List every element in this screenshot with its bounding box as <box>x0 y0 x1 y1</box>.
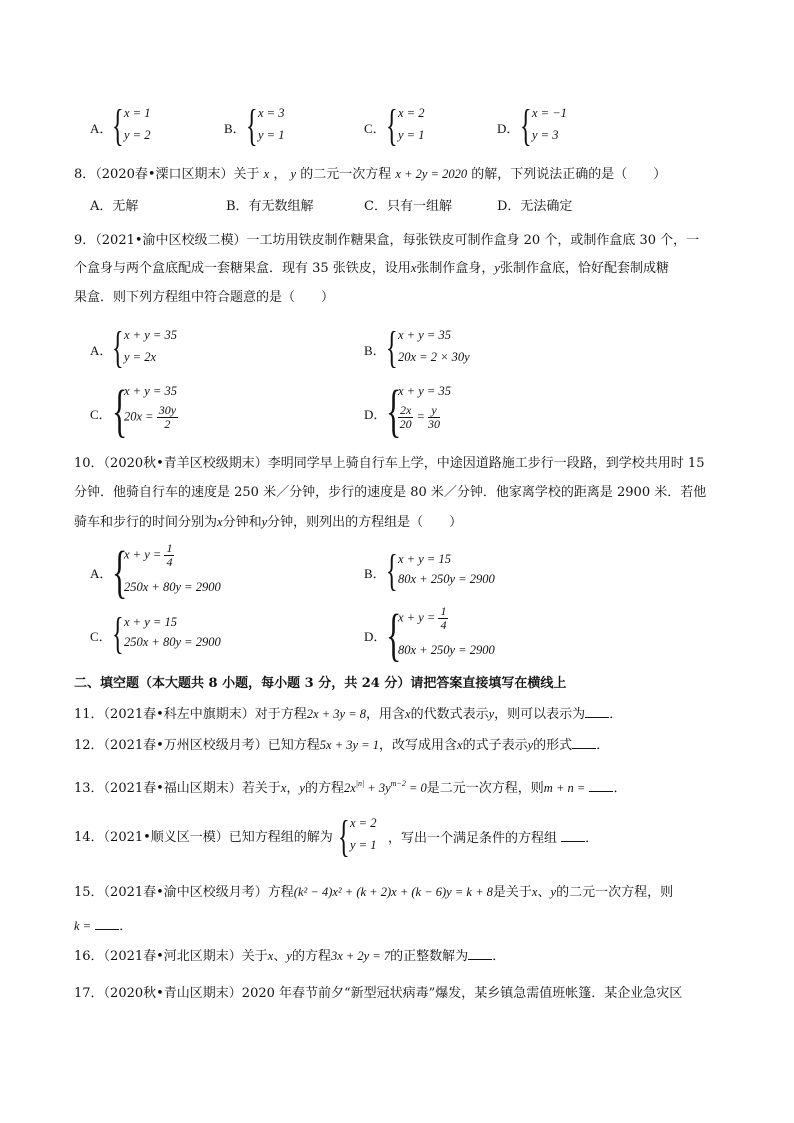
q9-option-b-brace: { <box>386 323 398 372</box>
q9-option-a-eq1: x + y = 35 <box>124 328 177 342</box>
q13-eq-a: 2x <box>343 781 356 795</box>
q9-option-c-eq1: x + y = 35 <box>124 384 177 398</box>
q12-var-y: y <box>527 738 534 752</box>
q10-option-a-eq1-left: x + y = <box>124 547 162 562</box>
q13-sep: ， <box>286 781 300 796</box>
q13-sup-1: |n| <box>355 779 365 788</box>
q9-option-c-numerator: 30y <box>158 403 177 417</box>
q13-a: 13．（2021春•福山区期末）若关于 <box>74 781 281 796</box>
q13-end: ． <box>613 781 627 796</box>
q14-brace: { <box>338 812 350 861</box>
q12-a: 12．（2021春•万州区校级月考）已知方程 <box>74 738 320 753</box>
q7-option-a-brace: { <box>112 101 124 150</box>
q11-var-x: x <box>405 707 411 721</box>
q16-var-x: x <box>267 949 274 963</box>
q9-var-y: y <box>494 261 500 275</box>
question-17: 17．（2020秋•青山区期末）2020 年春节前夕“新型冠状病毒”爆发，某乡镇急需值班帐篷．某企业急灾区 <box>74 986 683 1001</box>
q7-option-b-eq1: x = 3 <box>258 106 285 120</box>
q9-option-d-equals: = <box>416 409 425 424</box>
q15-b: 是关于 <box>492 885 532 900</box>
q16-var-y: y <box>286 949 292 963</box>
q16-equation: 3x + 2y = 7 <box>330 949 391 963</box>
q12-d: 的形式 <box>533 738 573 753</box>
q10-option-d-label: D． <box>364 629 387 644</box>
q8-text-a: 8．（2020春•溧口区期末）关于 <box>74 167 260 182</box>
q14-end: ． <box>585 831 599 846</box>
q10-option-b-eq2: 80x + 250y = 2900 <box>398 572 495 586</box>
q13-mn: m + n = <box>543 781 586 795</box>
q9-option-d-label: D． <box>364 407 387 422</box>
question-13 <box>74 775 626 798</box>
q11-var-y: y <box>488 707 495 721</box>
q15-k: k = <box>74 919 92 933</box>
q10-line-3 <box>74 513 462 532</box>
q11-end: ． <box>609 707 623 722</box>
q7-option-d-eq1: x = −1 <box>532 106 567 120</box>
q8-sep: ， <box>273 167 287 182</box>
q9-option-b-eq1: x + y = 35 <box>398 328 451 342</box>
question-15-line-1 <box>74 883 673 902</box>
q9-line-3: 果盒．则下列方程组中符合题意的是（ ） <box>74 290 335 305</box>
q9-option-b-eq2: 20x = 2 × 30y <box>398 350 470 364</box>
q9-var-x: x <box>410 261 417 275</box>
q9-line-1: 9．（2021•渝中区校级二模）一工坊用铁皮制作糖果盒，每张铁皮可制作盒身 20 个，或制作盒底 30 个，一 <box>74 233 700 248</box>
q8-option-a: A．无解 <box>90 199 139 214</box>
q7-option-b-brace: { <box>246 101 258 150</box>
q10-option-a-numerator: 1 <box>166 541 173 555</box>
q9-option-d-eq2 <box>398 404 440 431</box>
q10-option-b-brace: { <box>386 546 398 595</box>
q10-option-c-label: C． <box>90 629 112 644</box>
q9-option-c-fraction <box>157 404 178 431</box>
q9-option-d-brace: { <box>386 378 402 443</box>
q15-c: 的二元一次方程，则 <box>556 885 674 900</box>
q8-option-d: D．无法确定 <box>497 199 573 214</box>
q15-a: 15．（2021春•渝中区校级月考）方程 <box>74 885 294 900</box>
q8-equation: x + 2y = 2020 <box>395 167 468 181</box>
q7-option-a-eq2: y = 2 <box>124 128 151 142</box>
q11-equation: 2x + 3y = 8 <box>306 707 367 721</box>
q12-end: ． <box>596 738 610 753</box>
q16-a: 16．（2021春•河北区期末）关于 <box>74 949 268 964</box>
q7-option-a-label: A． <box>90 121 113 136</box>
q10-option-d-eq2: 80x + 250y = 2900 <box>398 643 495 657</box>
q10-option-a-eq2: 250x + 80y = 2900 <box>124 580 221 594</box>
q14-b: ，写出一个满足条件的方程组 <box>388 831 558 846</box>
q11-a: 11．（2021春•科左中旗期末）对于方程 <box>74 707 307 722</box>
q14-answer-blank[interactable] <box>561 829 585 842</box>
q11-b: ，用含 <box>366 707 406 722</box>
q10-line-3-b: 分钟和 <box>222 515 262 530</box>
q9-line-2-c: 张制作盒底，恰好配套制成糖 <box>499 261 669 276</box>
q9-line-2-b: 张制作盒身， <box>416 261 495 276</box>
q9-option-d-fraction-2 <box>428 404 440 431</box>
q16-b: 的方程 <box>291 949 331 964</box>
q8-var-x: x <box>263 167 270 181</box>
q13-c: 是二元一次方程，则 <box>426 781 544 796</box>
question-8 <box>74 165 666 184</box>
q12-equation: 5x + 3y = 1 <box>319 738 380 752</box>
q9-option-d-denominator-2: 30 <box>428 417 441 431</box>
q8-option-b: B．有无数组解 <box>226 199 314 214</box>
q9-option-c-eq2-left: 20x = <box>124 409 154 424</box>
q10-option-a-fraction <box>164 542 174 569</box>
q7-option-d-eq2: y = 3 <box>532 128 559 142</box>
q14-eq1: x = 2 <box>350 816 377 830</box>
q8-text-b: 的二元一次方程 <box>300 167 392 182</box>
question-11 <box>74 705 622 724</box>
q10-option-b-label: B． <box>364 566 386 581</box>
q7-option-b-eq2: y = 1 <box>258 128 285 142</box>
q14-text-b <box>388 829 598 848</box>
q15-var-x: x <box>531 885 538 899</box>
q7-option-c-brace: { <box>386 101 398 150</box>
q10-option-b-eq1: x + y = 15 <box>398 552 451 566</box>
q13-eq-b: + 3y <box>364 781 391 795</box>
q11-d: ，则可以表示为 <box>494 707 586 722</box>
q9-option-d-denominator-1: 20 <box>399 417 412 431</box>
question-16 <box>74 947 505 966</box>
q9-option-c-label: C． <box>90 407 112 422</box>
q10-option-d-eq1 <box>398 605 448 632</box>
q12-c: 的式子表示 <box>462 738 528 753</box>
q8-option-c: C．只有一组解 <box>364 199 452 214</box>
q16-end: ． <box>492 949 506 964</box>
q9-option-c-brace: { <box>112 378 128 443</box>
section-2-heading: 二、填空题（本大题共 8 小题，每小题 3 分，共 24 分）请把答案直接填写在横线上 <box>74 676 567 691</box>
q7-option-a-eq1: x = 1 <box>124 106 151 120</box>
q9-option-d-numerator-1: 2x <box>400 403 412 417</box>
q9-option-a-brace: { <box>112 323 124 372</box>
q16-answer-blank[interactable] <box>468 947 492 960</box>
q16-sep: 、 <box>273 949 287 964</box>
q10-line-3-c: 分钟，则列出的方程组是（ ） <box>267 515 463 530</box>
question-15-line-2 <box>74 917 132 936</box>
q10-var-x: x <box>217 515 223 529</box>
q12-answer-blank[interactable] <box>572 736 596 749</box>
q9-option-d-fraction-1 <box>398 404 413 431</box>
q13-answer-blank[interactable] <box>589 779 613 792</box>
q7-option-c-eq2: y = 1 <box>398 128 425 142</box>
q10-option-a-denominator: 4 <box>166 555 173 569</box>
q10-option-d-eq1-left: x + y = <box>398 610 436 625</box>
q15-end: ． <box>119 919 133 934</box>
q13-sup-2: m−2 <box>390 779 406 788</box>
q7-option-c-label: C． <box>364 121 386 136</box>
q10-line-2: 分钟．他骑自行车的速度是 250 米／分钟，步行的速度是 80 米／分钟．他家离学校的距离是 2900 米．若他 <box>74 485 707 500</box>
q10-option-d-denominator: 4 <box>440 618 447 632</box>
q9-line-2-a: 个盒身与两个盒底配成一套糖果盒．现有 35 张铁皮，设用 <box>74 261 411 276</box>
q13-var-y: y <box>299 781 305 795</box>
q10-option-d-fraction <box>438 605 448 632</box>
q15-answer-blank[interactable] <box>95 917 119 930</box>
q10-option-c-eq2: 250x + 80y = 2900 <box>124 635 221 649</box>
q10-option-a-brace: { <box>112 539 128 604</box>
q11-c: 的代数式表示 <box>410 707 489 722</box>
q7-option-d-label: D． <box>497 121 520 136</box>
q10-option-a-eq1 <box>124 542 174 569</box>
q10-line-3-a: 骑车和步行的时间分别为 <box>74 515 218 530</box>
q10-option-d-brace: { <box>386 602 402 667</box>
q9-option-d-eq1: x + y = 35 <box>398 384 451 398</box>
q9-option-a-eq2: y = 2x <box>124 350 157 364</box>
q13-b: 的方程 <box>304 781 344 796</box>
q10-option-d-numerator: 1 <box>440 604 447 618</box>
q15-sep: 、 <box>537 885 551 900</box>
q15-var-y: y <box>550 885 557 899</box>
q15-equation: (k² − 4)x² + (k + 2)x + (k − 6)y = k + 8 <box>293 885 493 899</box>
q13-eq-c: = 0 <box>405 781 427 795</box>
q11-answer-blank[interactable] <box>585 705 609 718</box>
q7-option-d-brace: { <box>520 101 532 150</box>
q9-option-c-eq2 <box>124 404 178 431</box>
q12-var-x: x <box>457 738 463 752</box>
q10-line-1: 10．（2020秋•青羊区校级期末）李明同学早上骑自行车上学，中途因道路施工步行一段路，到学校共用时 15 <box>74 456 705 471</box>
q13-var-x: x <box>280 781 287 795</box>
q16-c: 的正整数解为 <box>390 949 469 964</box>
q8-text-c: 的解，下列说法正确的是（ ） <box>471 167 667 182</box>
q9-option-a-label: A． <box>90 343 113 358</box>
q14-text-a: 14．（2021•顺义区一模）已知方程组的解为 <box>74 830 333 845</box>
q9-option-c-denominator: 2 <box>164 417 171 431</box>
q9-option-d-numerator-2: y <box>428 404 440 418</box>
q10-option-c-brace: { <box>112 609 124 658</box>
q9-option-b-label: B． <box>364 343 386 358</box>
q10-var-y: y <box>261 515 268 529</box>
q7-option-c-eq1: x = 2 <box>398 106 425 120</box>
q10-option-a-label: A． <box>90 566 113 581</box>
q14-eq2: y = 1 <box>350 838 377 852</box>
question-12 <box>74 736 609 755</box>
q12-b: ，改写成用含 <box>379 738 458 753</box>
q10-option-c-eq1: x + y = 15 <box>124 615 177 629</box>
q13-equation <box>344 781 427 795</box>
q9-line-2 <box>74 259 669 278</box>
q8-var-y: y <box>290 167 297 181</box>
q7-option-b-label: B． <box>224 121 246 136</box>
